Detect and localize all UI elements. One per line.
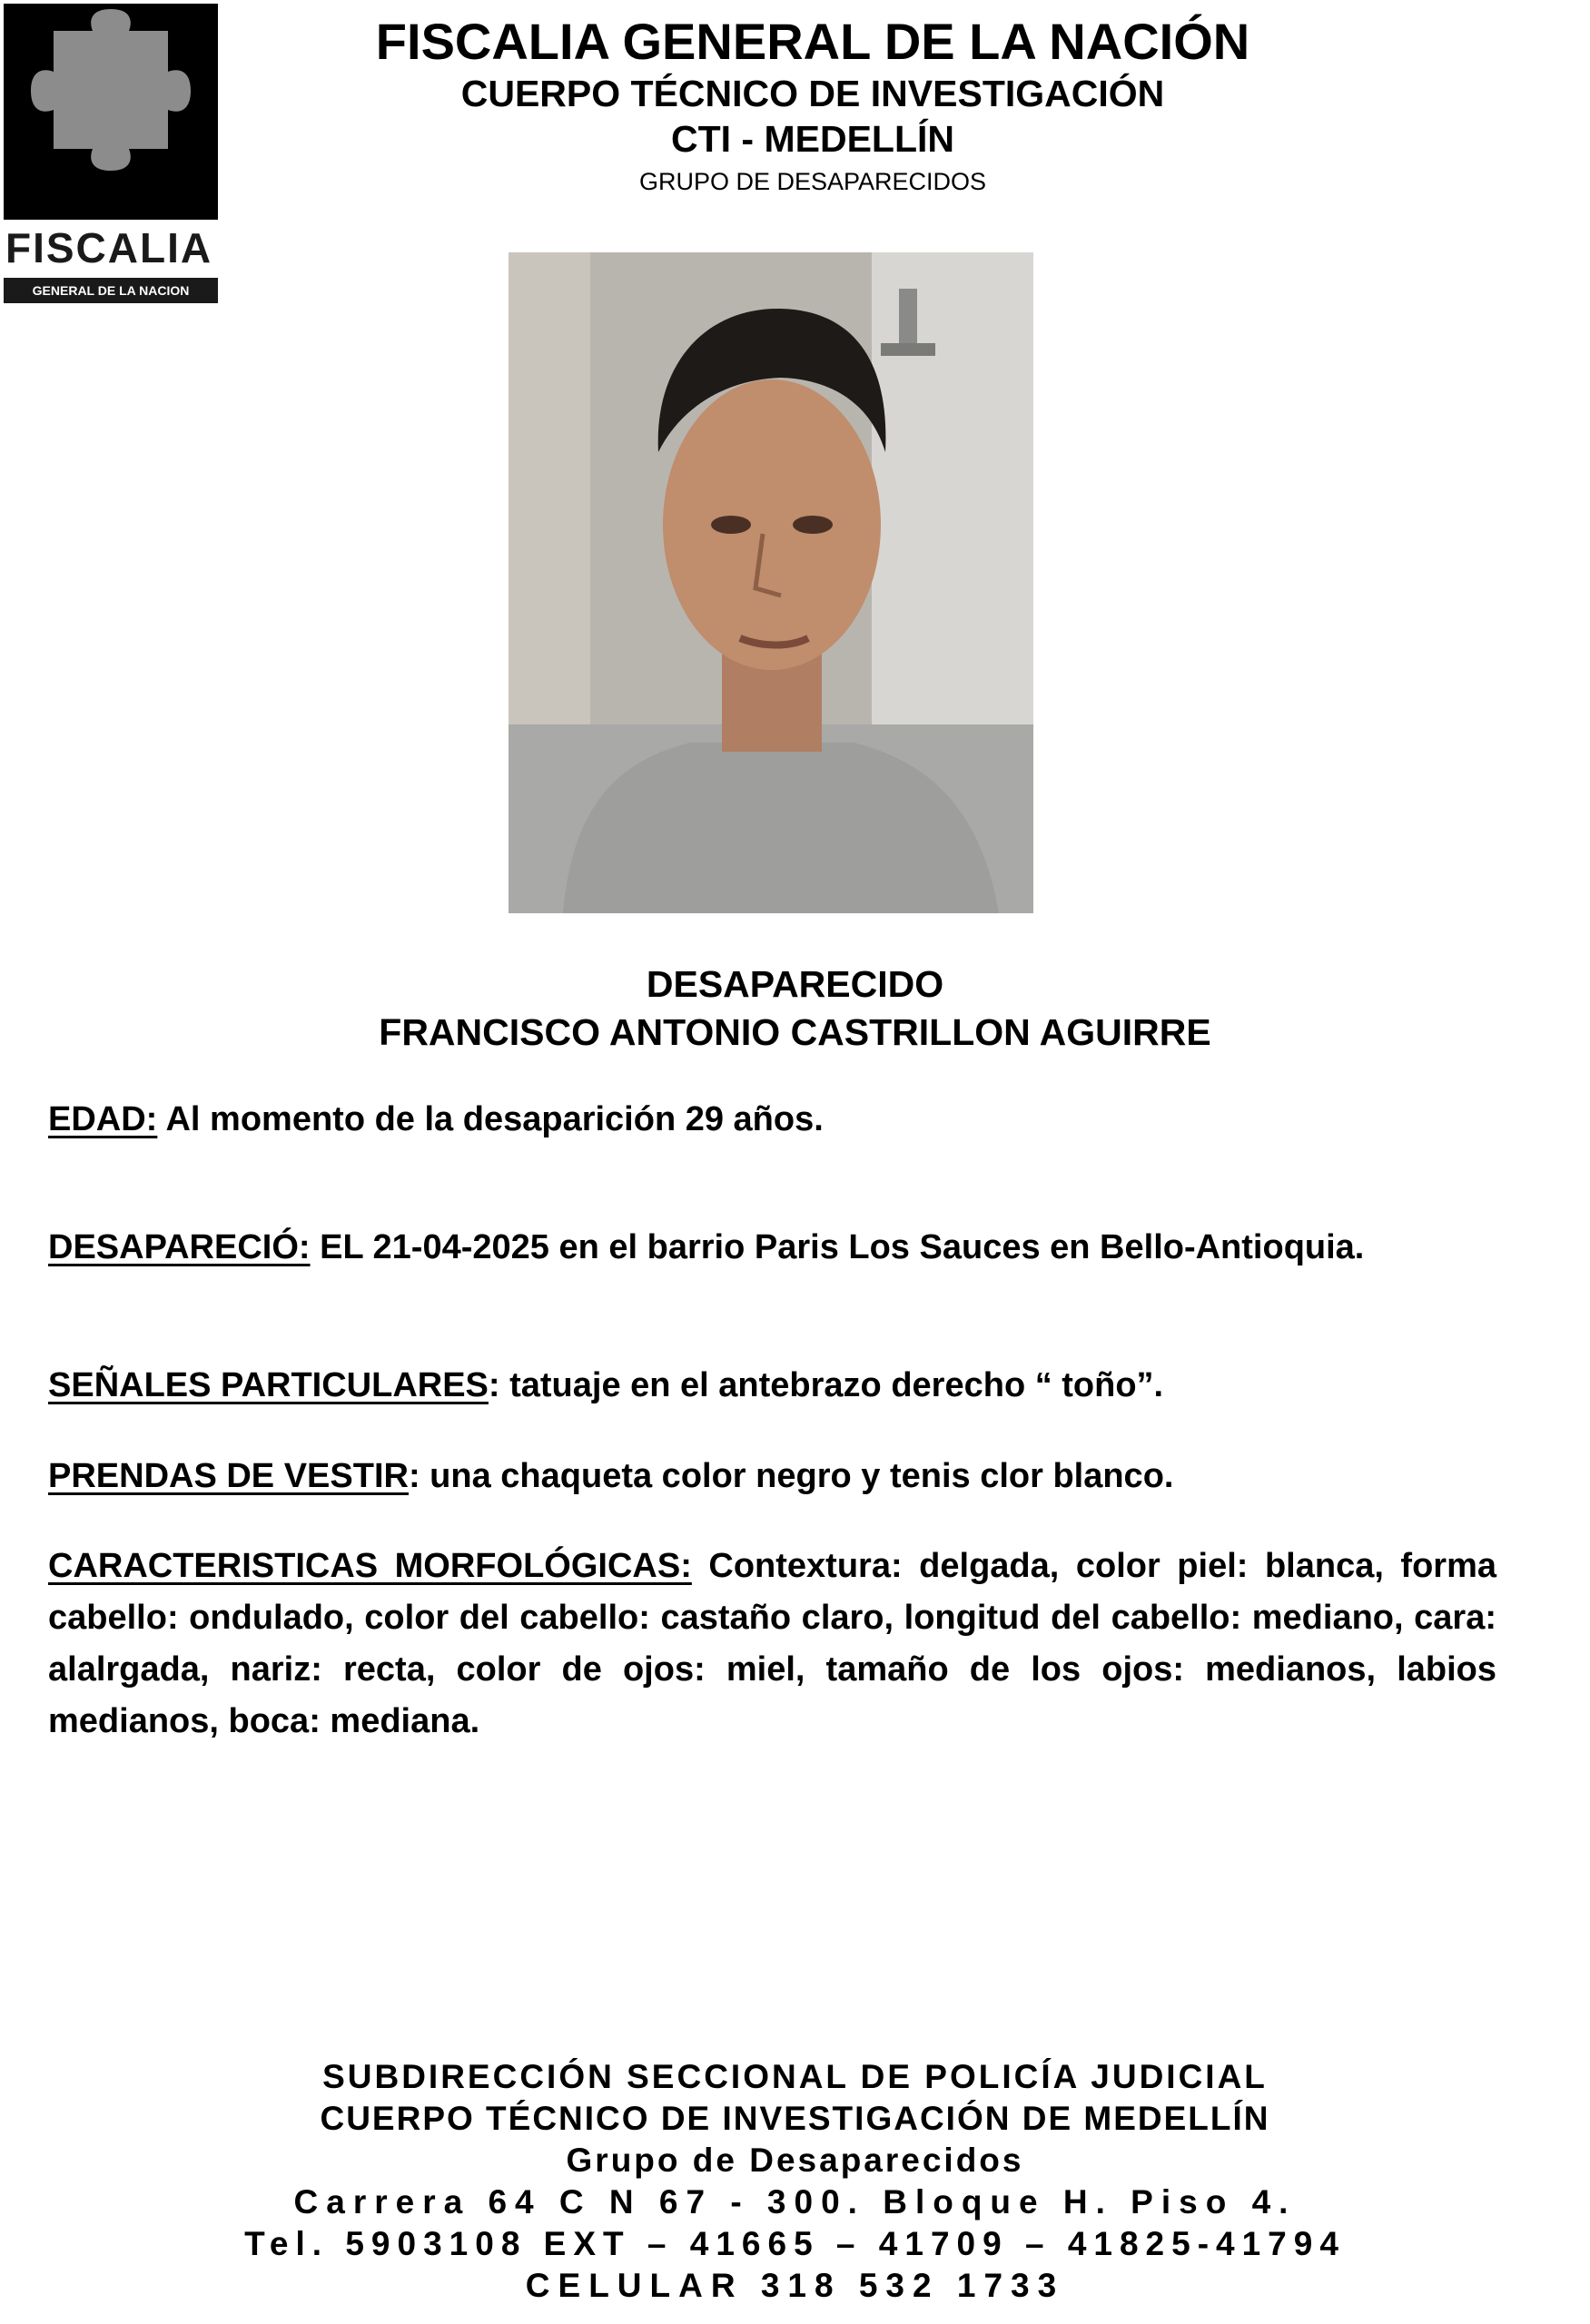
age-value: Al momento de la desaparición 29 años. (157, 1100, 824, 1138)
age-label: EDAD: (48, 1100, 158, 1138)
missing-person-heading (0, 960, 1590, 1057)
marks-value: : tatuaje en el antebrazo derecho “ toño”. (488, 1366, 1164, 1404)
logo-wordmark: FISCALIA (5, 224, 213, 271)
clothing-field (48, 1451, 1496, 1502)
document-footer (0, 2056, 1590, 2307)
footer-cti: CUERPO TÉCNICO DE INVESTIGACIÓN DE MEDELLÍN (320, 2100, 1270, 2137)
marks-label: SEÑALES PARTICULARES (48, 1366, 489, 1404)
clothing-value: : una chaqueta color negro y tenis clor blanco. (408, 1457, 1174, 1495)
footer-group: Grupo de Desaparecidos (566, 2142, 1024, 2179)
header-line-cti: CUERPO TÉCNICO DE INVESTIGACIÓN (460, 73, 1165, 114)
portrait-photo (509, 252, 1033, 913)
header-line-city: CTI - MEDELLÍN (670, 118, 955, 160)
header-line-group: GRUPO DE DESAPARECIDOS (638, 168, 987, 195)
disappearance-label: DESAPARECIÓ: (48, 1228, 311, 1266)
person-name: FRANCISCO ANTONIO CASTRILLON AGUIRRE (379, 1011, 1211, 1053)
clothing-label: PRENDAS DE VESTIR (48, 1457, 409, 1495)
marks-field (48, 1360, 1496, 1412)
document-header (300, 13, 1326, 198)
morphology-value: Contextura: delgada, color piel: blanca, forma cabello: ondulado, color del cabello: castaño claro, longitud del cabello: mediano, cara: alalrgada, nariz: recta, color de ojos: miel, tamaño de los ojos: medianos, labios medianos, boca: mediana. (48, 1547, 1497, 1740)
header-title: FISCALIA GENERAL DE LA NACIÓN (375, 13, 1250, 70)
footer-address: Carrera 64 C N 67 - 300. Bloque H. Piso 4. (293, 2183, 1297, 2221)
logo-subtitle: GENERAL DE LA NACION (4, 278, 218, 303)
morphology-label: CARACTERISTICAS MORFOLÓGICAS: (48, 1547, 692, 1585)
fiscalia-logo (4, 4, 218, 305)
puzzle-piece-icon (4, 4, 218, 220)
disappearance-value: EL 21-04-2025 en el barrio Paris Los Sauces en Bello-Antioquia. (310, 1228, 1365, 1266)
morphology-field (48, 1541, 1496, 1748)
age-field (48, 1094, 1496, 1146)
footer-mobile: CELULAR 318 532 1733 (525, 2267, 1065, 2304)
disappearance-field (48, 1222, 1496, 1274)
status-label: DESAPARECIDO (646, 963, 944, 1005)
footer-phone: Tel. 5903108 EXT – 41665 – 41709 – 41825-41794 (244, 2225, 1346, 2262)
footer-subdirection: SUBDIRECCIÓN SECCIONAL DE POLICÍA JUDICIAL (322, 2058, 1268, 2095)
